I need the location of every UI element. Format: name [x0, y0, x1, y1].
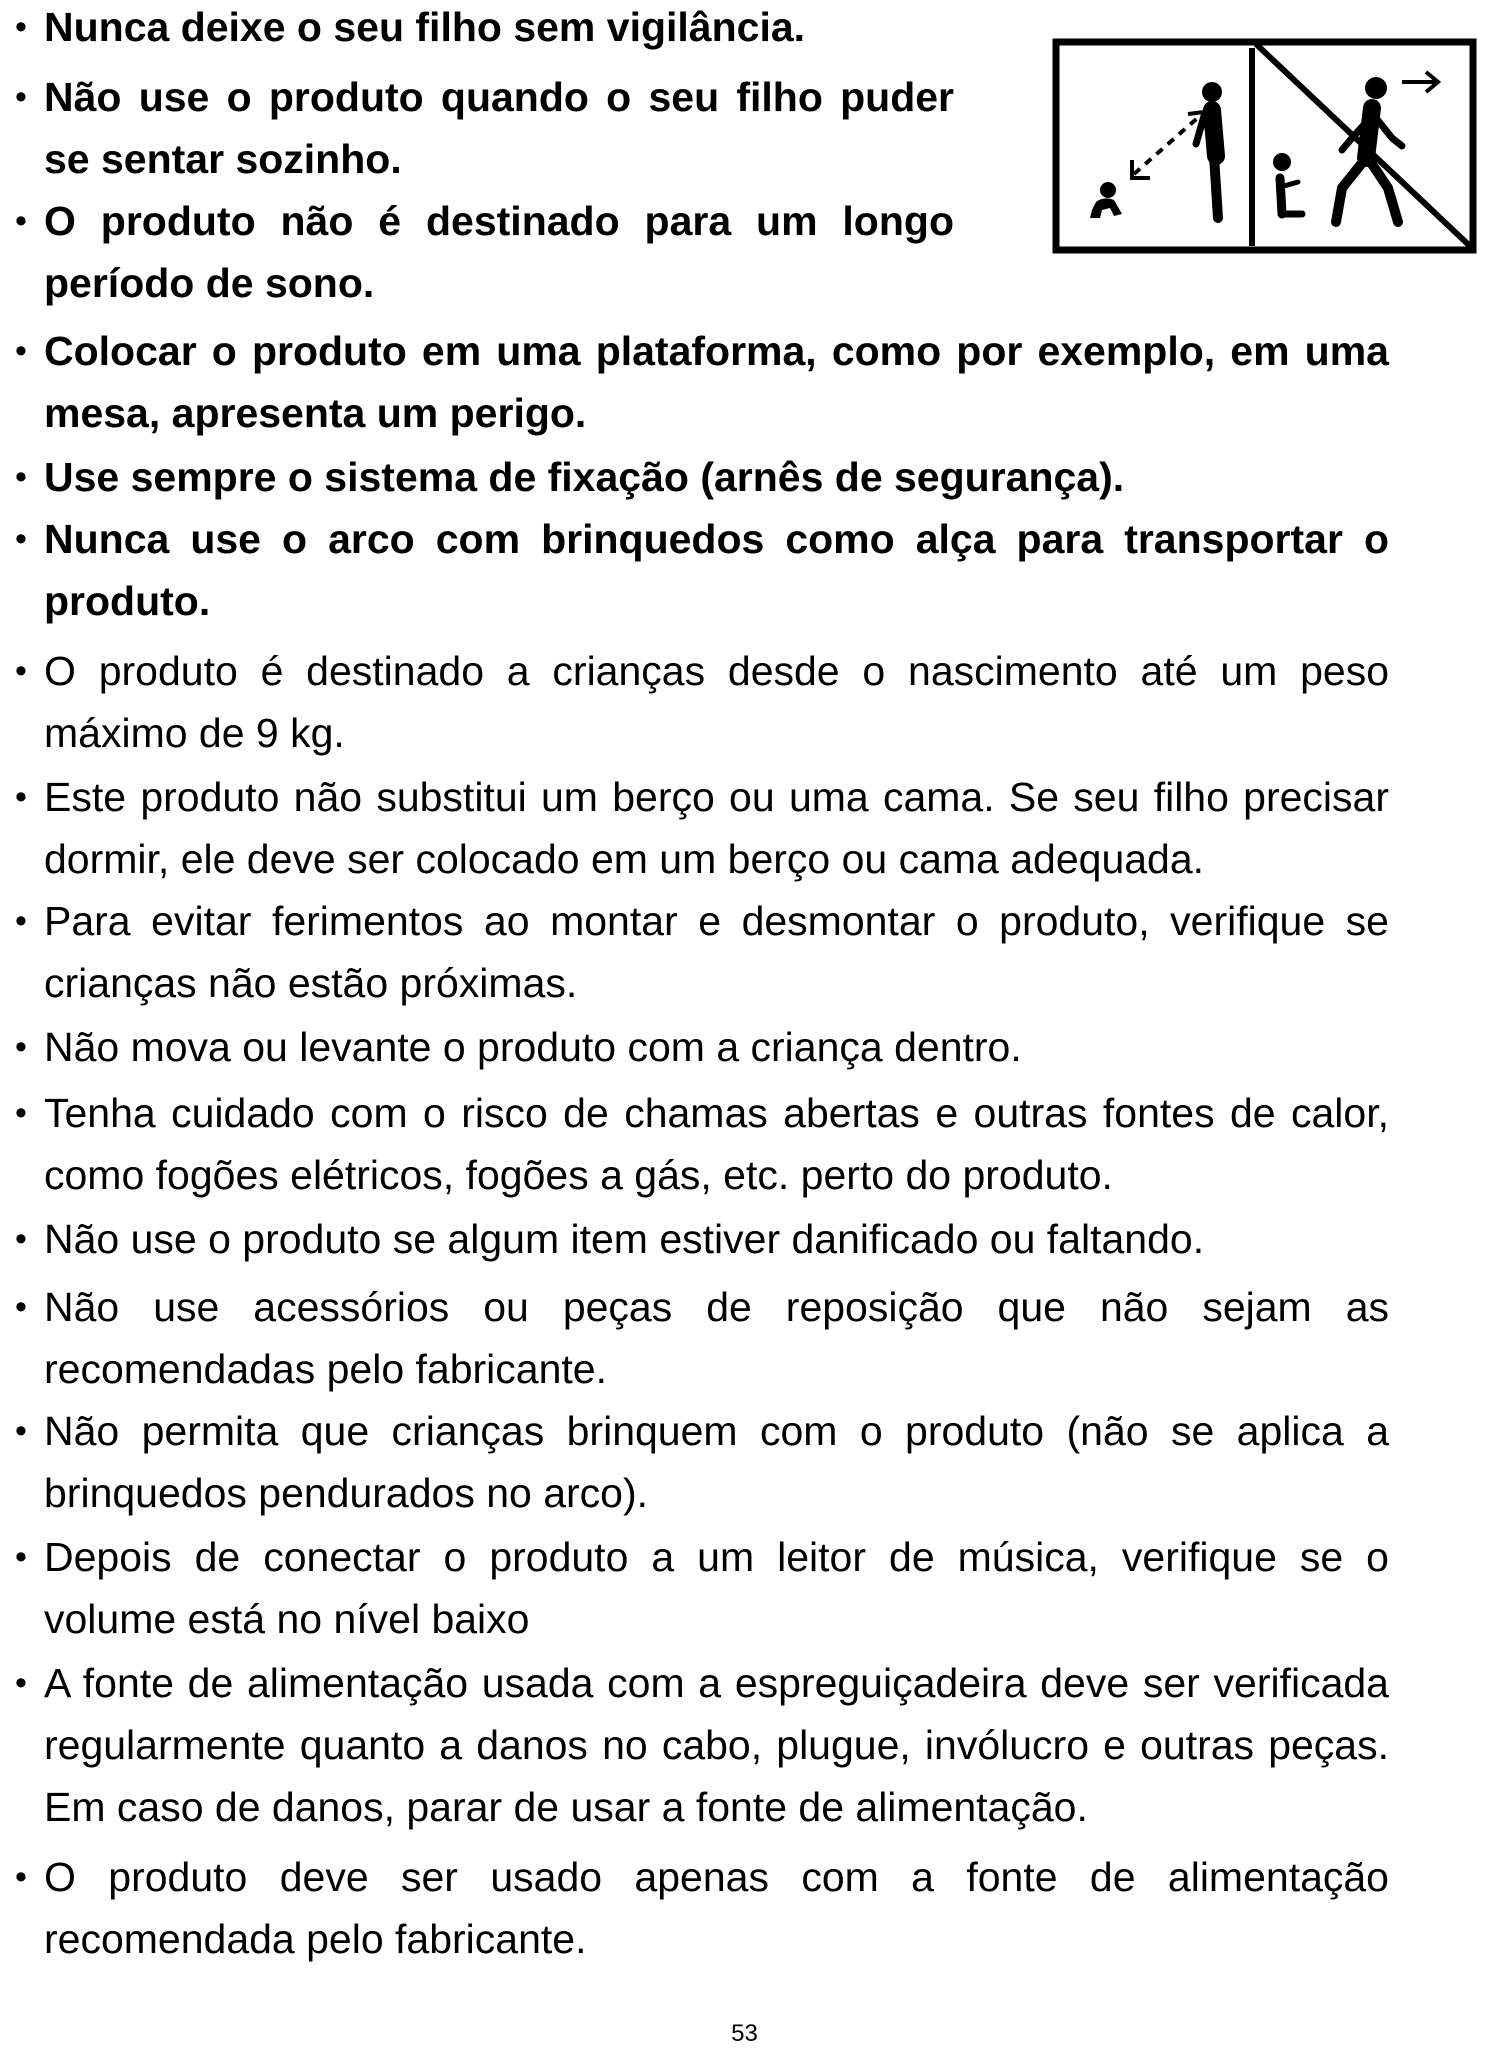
warning-text: Não use o produto se algum item estiver danificado ou faltando. — [44, 1216, 1205, 1262]
bullet-icon: • — [15, 652, 27, 690]
bullet-icon: • — [15, 1412, 27, 1450]
bullet-icon: • — [15, 458, 27, 496]
warning-text: Use sempre o sistema de fixação (arnês de segurança). — [44, 454, 1125, 500]
bullet-icon: • — [15, 332, 27, 370]
warning-text: O produto não é destinado para um longo período de sono. — [44, 198, 954, 306]
page-number: 53 — [731, 2020, 758, 2047]
bullet-icon: • — [15, 1538, 27, 1576]
warning-text: O produto deve ser usado apenas com a fonte de alimentação recomendada pelo fabricante. — [44, 1854, 1389, 1962]
bullet-icon: • — [15, 1220, 27, 1258]
bullet-icon: • — [15, 778, 27, 816]
bullet-icon: • — [15, 78, 27, 116]
bullet-icon: • — [15, 1094, 27, 1132]
warning-text: Nunca use o arco com brinquedos como alça para transportar o produto. — [44, 516, 1389, 624]
warning-text: Colocar o produto em uma plataforma, como por exemplo, em uma mesa, apresenta um perigo. — [44, 328, 1389, 436]
warning-text: Não mova ou levante o produto com a criança dentro. — [44, 1024, 1022, 1070]
bullet-icon: • — [15, 8, 27, 46]
warning-text: Para evitar ferimentos ao montar e desmontar o produto, verifique se crianças não estão próximas. — [44, 898, 1389, 1006]
bullet-icon: • — [15, 202, 27, 240]
bullet-icon: • — [15, 902, 27, 940]
warning-text: Não use o produto quando o seu filho puder se sentar sozinho. — [44, 74, 954, 182]
supervision-warning-icon — [1052, 38, 1477, 254]
bullet-icon: • — [15, 1028, 27, 1066]
warning-text: O produto é destinado a crianças desde o nascimento até um peso máximo de 9 kg. — [44, 648, 1389, 756]
warning-text: A fonte de alimentação usada com a espreguiçadeira deve ser verificada regularmente quanto a danos no cabo, plugue, invólucro e outras peças. Em caso de danos, parar de usar a fonte de alimentação. — [44, 1660, 1389, 1830]
warning-text: Não permita que crianças brinquem com o produto (não se aplica a brinquedos pendurados no arco). — [44, 1408, 1389, 1516]
warning-text: Tenha cuidado com o risco de chamas abertas e outras fontes de calor, como fogões elétricos, fogões a gás, etc. perto do produto. — [44, 1090, 1389, 1198]
warning-text: Este produto não substitui um berço ou uma cama. Se seu filho precisar dormir, ele deve ser colocado em um berço ou cama adequada. — [44, 774, 1389, 882]
warning-text: Não use acessórios ou peças de reposição que não sejam as recomendadas pelo fabricante. — [44, 1284, 1389, 1392]
bullet-icon: • — [15, 520, 27, 558]
bullet-icon: • — [15, 1288, 27, 1326]
bullet-icon: • — [15, 1858, 27, 1896]
warning-text: Depois de conectar o produto a um leitor de música, verifique se o volume está no nível baixo — [44, 1534, 1389, 1642]
warning-text: Nunca deixe o seu filho sem vigilância. — [44, 4, 806, 50]
bullet-icon: • — [15, 1664, 27, 1702]
